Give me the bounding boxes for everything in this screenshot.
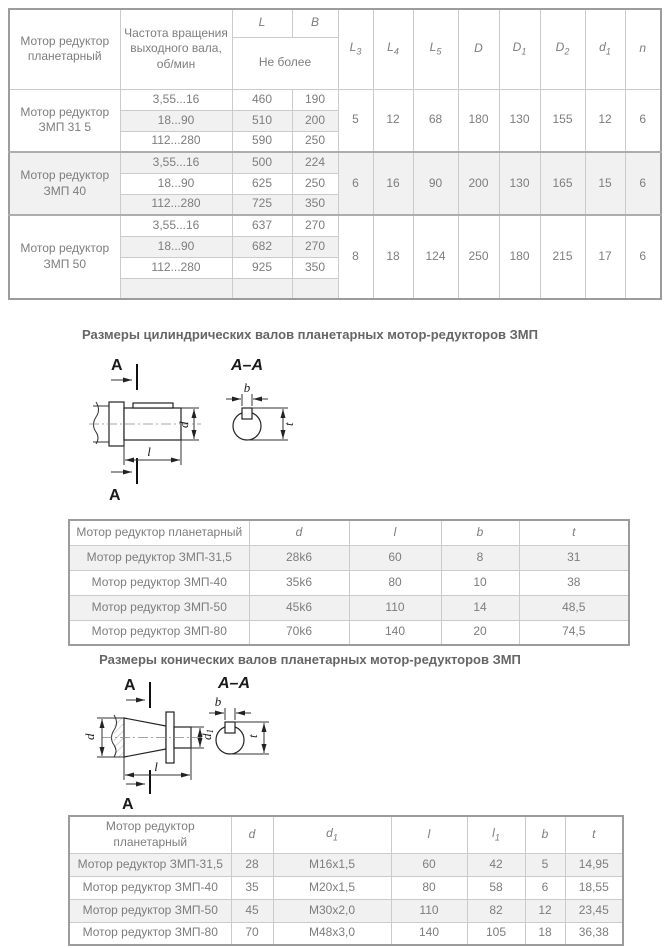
section-letter: A	[109, 487, 121, 502]
value-cell: 80	[349, 570, 441, 595]
value-cell: 35	[231, 876, 273, 899]
column-header-t: t	[519, 520, 629, 545]
value-B: 190	[292, 89, 338, 110]
section-letter: A	[111, 357, 123, 374]
speed-cell: 3,55...16	[120, 152, 232, 173]
dim-value-cell: 18	[373, 215, 413, 299]
value-cell: 105	[467, 922, 525, 945]
value-cell: 48,5	[519, 595, 629, 620]
conical-shaft-table	[68, 815, 624, 946]
model-cell: Мотор редуктор ЗМП-40	[69, 876, 231, 899]
key	[133, 403, 173, 408]
value-cell: 140	[349, 620, 441, 645]
header-not-more: Не более	[232, 37, 338, 89]
value-B: 270	[292, 236, 338, 257]
value-cell: М30х2,0	[273, 899, 391, 922]
con-table-body	[69, 853, 623, 945]
section-heading-cylindrical: Размеры цилиндрических валов планетарных мотор-редукторов ЗМП	[82, 327, 538, 342]
column-header-n: n	[625, 9, 661, 89]
keyway-slot	[242, 408, 252, 419]
value-cell: 36,38	[565, 922, 623, 945]
value-cell: 23,45	[565, 899, 623, 922]
column-header-l: l	[391, 816, 467, 853]
value-cell: М48х3,0	[273, 922, 391, 945]
table-row	[69, 853, 623, 876]
column-header-D1: $D_1$	[499, 9, 540, 89]
model-cell: Мотор редуктор ЗМП 50	[9, 215, 120, 299]
main-table-body	[9, 89, 661, 299]
dim-value-cell: 68	[413, 89, 458, 152]
dim-l-label: l	[154, 759, 158, 774]
value-cell: 31	[519, 545, 629, 570]
value-L: 925	[232, 257, 292, 278]
dim-value-cell: 8	[338, 215, 373, 299]
value-cell: 45	[231, 899, 273, 922]
section-heading-conical: Размеры конических валов планетарных мотор-редукторов ЗМП	[99, 652, 521, 667]
value-L: 510	[232, 110, 292, 131]
section-mark-top	[111, 357, 137, 390]
value-cell: 8	[441, 545, 519, 570]
column-header-b: b	[525, 816, 565, 853]
value-B	[292, 278, 338, 299]
value-cell: 18,55	[565, 876, 623, 899]
section-mark-bottom	[109, 458, 137, 502]
value-cell: 12	[525, 899, 565, 922]
value-cell: 110	[391, 899, 467, 922]
value-cell: 10	[441, 570, 519, 595]
speed-cell: 112...280	[120, 194, 232, 215]
dim-value-cell: 130	[499, 152, 540, 215]
value-cell: 28k6	[249, 545, 349, 570]
model-cell: Мотор редуктор ЗМП-31,5	[69, 545, 249, 570]
table-row	[69, 545, 629, 570]
column-header-t: t	[565, 816, 623, 853]
value-cell: 70	[231, 922, 273, 945]
dim-d1-label	[199, 729, 215, 740]
dim-value-cell: 200	[458, 152, 499, 215]
value-cell: 28	[231, 853, 273, 876]
column-header-model: Мотор редуктор планетарный	[69, 816, 231, 853]
keyway-slot	[225, 722, 235, 733]
model-cell: Мотор редуктор ЗМП-40	[69, 570, 249, 595]
cylindrical-shaft-drawing	[85, 352, 325, 502]
dim-l-label: l	[147, 444, 151, 459]
cylindrical-shaft-table	[68, 519, 630, 646]
table-row	[69, 620, 629, 645]
table-row	[69, 922, 623, 945]
value-cell: 70k6	[249, 620, 349, 645]
value-L: 625	[232, 173, 292, 194]
value-cell: 45k6	[249, 595, 349, 620]
speed-cell: 3,55...16	[120, 215, 232, 236]
value-cell: 5	[525, 853, 565, 876]
value-L: 460	[232, 89, 292, 110]
model-cell: Мотор редуктор ЗМП-80	[69, 922, 231, 945]
value-B: 350	[292, 257, 338, 278]
header-row	[69, 816, 623, 853]
dim-b-label: b	[243, 380, 251, 395]
column-header-L: L	[232, 9, 292, 37]
cyl-table-body	[69, 545, 629, 645]
value-cell: 20	[441, 620, 519, 645]
column-header-model: Мотор редуктор планетарный	[69, 520, 249, 545]
header-row	[9, 9, 661, 37]
dim-value-cell: 124	[413, 215, 458, 299]
dim-value-cell: 6	[338, 152, 373, 215]
value-L: 637	[232, 215, 292, 236]
table-row	[69, 899, 623, 922]
table-row	[9, 152, 661, 173]
value-cell: М16х1,5	[273, 853, 391, 876]
table-row	[9, 89, 661, 110]
value-L: 682	[232, 236, 292, 257]
value-L: 500	[232, 152, 292, 173]
dim-value-cell: 165	[540, 152, 585, 215]
value-L	[232, 278, 292, 299]
speed-cell: 18...90	[120, 173, 232, 194]
column-header-speed: Частота вращения выходного вала, об/мин	[120, 9, 232, 89]
section-view	[209, 675, 269, 754]
dim-d-label: d	[176, 421, 191, 428]
value-cell: 6	[525, 876, 565, 899]
model-cell: Мотор редуктор ЗМП-31,5	[69, 853, 231, 876]
value-cell: 60	[349, 545, 441, 570]
value-B: 200	[292, 110, 338, 131]
model-cell: Мотор редуктор ЗМП 31 5	[9, 89, 120, 152]
dim-value-cell: 130	[499, 89, 540, 152]
column-header-L3: $L_3$	[338, 9, 373, 89]
column-header-L4: $L_4$	[373, 9, 413, 89]
section-letter: A	[124, 677, 136, 694]
dim-value-cell: 215	[540, 215, 585, 299]
dimension-l	[124, 440, 181, 465]
dim-t-label: t	[245, 734, 260, 738]
dim-value-cell: 12	[585, 89, 625, 152]
value-cell: 140	[391, 922, 467, 945]
model-cell: Мотор редуктор ЗМП-80	[69, 620, 249, 645]
value-B: 224	[292, 152, 338, 173]
section-letter: A	[122, 796, 134, 813]
dim-d1-base: d	[199, 733, 214, 740]
value-cell: 74,5	[519, 620, 629, 645]
dim-value-cell: 155	[540, 89, 585, 152]
table-row	[9, 215, 661, 236]
value-B: 250	[292, 131, 338, 152]
column-header-L5: $L_5$	[413, 9, 458, 89]
section-view-label: A–A	[231, 357, 264, 374]
dim-value-cell: 12	[373, 89, 413, 152]
model-cell: Мотор редуктор ЗМП 40	[9, 152, 120, 215]
column-header-B: B	[292, 9, 338, 37]
value-B: 270	[292, 215, 338, 236]
speed-cell: 18...90	[120, 236, 232, 257]
value-cell: 58	[467, 876, 525, 899]
value-cell: 60	[391, 853, 467, 876]
dim-value-cell: 6	[625, 215, 661, 299]
header-row	[69, 520, 629, 545]
dim-value-cell: 90	[413, 152, 458, 215]
conical-shaft-drawing	[80, 668, 310, 813]
table-row	[69, 595, 629, 620]
dim-value-cell: 17	[585, 215, 625, 299]
value-cell: 82	[467, 899, 525, 922]
column-header-D: D	[458, 9, 499, 89]
con-table-header	[69, 816, 623, 853]
speed-cell: 112...280	[120, 257, 232, 278]
column-header-d1: $d_1$	[273, 816, 391, 853]
section-view-label: A–A	[218, 675, 251, 692]
speed-cell: 3,55...16	[120, 89, 232, 110]
dim-value-cell: 15	[585, 152, 625, 215]
table-row	[69, 570, 629, 595]
column-header-d1: $d_1$	[585, 9, 625, 89]
value-cell: 38	[519, 570, 629, 595]
value-cell: 18	[525, 922, 565, 945]
main-dimensions-table	[8, 8, 662, 300]
value-cell: 80	[391, 876, 467, 899]
column-header-l: l	[349, 520, 441, 545]
section-view	[226, 357, 296, 440]
dim-d-label: d	[82, 733, 97, 740]
value-cell: 14,95	[565, 853, 623, 876]
table-row	[69, 876, 623, 899]
value-cell: 14	[441, 595, 519, 620]
value-B: 250	[292, 173, 338, 194]
model-cell: Мотор редуктор ЗМП-50	[69, 595, 249, 620]
speed-cell: 112...280	[120, 131, 232, 152]
value-B: 350	[292, 194, 338, 215]
column-header-d: d	[231, 816, 273, 853]
column-header-model: Мотор редуктор планетарный	[9, 9, 120, 89]
dim-value-cell: 180	[458, 89, 499, 152]
shaft-outline	[102, 712, 202, 763]
section-mark-bottom	[122, 770, 150, 813]
column-header-b: b	[441, 520, 519, 545]
dim-value-cell: 180	[499, 215, 540, 299]
value-cell: 42	[467, 853, 525, 876]
dim-value-cell: 6	[625, 152, 661, 215]
speed-cell	[120, 278, 232, 299]
column-header-D2: $D_2$	[540, 9, 585, 89]
dim-value-cell: 6	[625, 89, 661, 152]
dim-t-label: t	[281, 422, 296, 426]
dim-b-label: b	[214, 694, 222, 709]
column-header-d: d	[249, 520, 349, 545]
column-header-l1: $l_1$	[467, 816, 525, 853]
dim-d1-sub: 1	[205, 729, 215, 734]
main-table-header	[9, 9, 661, 89]
value-cell: М20х1,5	[273, 876, 391, 899]
dim-value-cell: 16	[373, 152, 413, 215]
dim-value-cell: 5	[338, 89, 373, 152]
cyl-table-header	[69, 520, 629, 545]
dim-value-cell: 250	[458, 215, 499, 299]
value-cell: 110	[349, 595, 441, 620]
model-cell: Мотор редуктор ЗМП-50	[69, 899, 231, 922]
value-cell: 35k6	[249, 570, 349, 595]
section-mark-top	[124, 677, 150, 708]
value-L: 725	[232, 194, 292, 215]
speed-cell: 18...90	[120, 110, 232, 131]
value-L: 590	[232, 131, 292, 152]
